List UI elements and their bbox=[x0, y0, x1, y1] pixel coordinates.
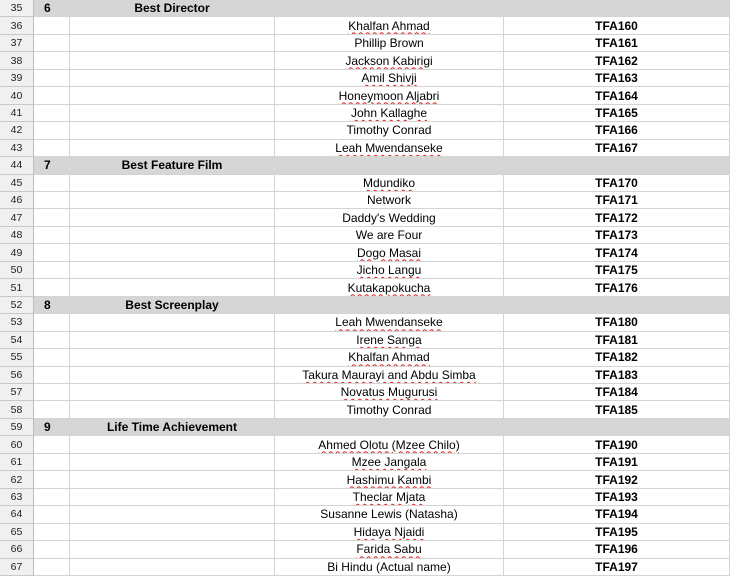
cell-code[interactable]: TFA164 bbox=[504, 87, 730, 104]
table-row bbox=[0, 314, 730, 331]
nominee-name: Irene Sanga bbox=[356, 332, 422, 347]
table-row bbox=[0, 175, 730, 192]
cell-nominee[interactable] bbox=[275, 314, 504, 331]
row-number-header[interactable]: 44 bbox=[0, 157, 34, 174]
cell-column-b[interactable] bbox=[70, 157, 275, 174]
row-number-header[interactable]: 62 bbox=[0, 471, 34, 488]
cell-code[interactable]: TFA166 bbox=[504, 122, 730, 139]
cell-nominee[interactable] bbox=[275, 436, 504, 453]
cell-column-b[interactable] bbox=[70, 140, 275, 157]
row-number-header[interactable]: 35 bbox=[0, 0, 34, 17]
cell-column-a[interactable] bbox=[34, 349, 70, 366]
table-row bbox=[0, 332, 730, 349]
cell-column-a[interactable] bbox=[34, 436, 70, 453]
row-number-header[interactable]: 64 bbox=[0, 506, 34, 523]
nominee-name: John Kallaghe bbox=[350, 105, 428, 120]
cell-code[interactable]: TFA171 bbox=[504, 192, 730, 209]
table-row bbox=[0, 471, 730, 488]
cell-nominee[interactable] bbox=[275, 262, 504, 279]
cell-nominee[interactable] bbox=[275, 419, 504, 436]
nominee-name: Jicho Langu bbox=[356, 263, 422, 278]
cell-nominee[interactable] bbox=[275, 332, 504, 349]
row-number-header[interactable]: 50 bbox=[0, 262, 34, 279]
category-row bbox=[0, 419, 730, 436]
cell-code[interactable]: TFA192 bbox=[504, 471, 730, 488]
cell-code[interactable]: TFA176 bbox=[504, 279, 730, 296]
cell-column-a[interactable] bbox=[34, 35, 70, 52]
cell-column-a[interactable] bbox=[34, 367, 70, 384]
cell-nominee[interactable] bbox=[275, 87, 504, 104]
table-row bbox=[0, 52, 730, 69]
table-row bbox=[0, 384, 730, 401]
nominee-name: Phillip Brown bbox=[354, 36, 424, 51]
row-number-header[interactable]: 58 bbox=[0, 401, 34, 418]
cell-nominee[interactable] bbox=[275, 105, 504, 122]
nominee-name: Susanne Lewis (Natasha) bbox=[320, 507, 458, 522]
row-number-header[interactable]: 65 bbox=[0, 524, 34, 541]
cell-column-a[interactable]: 9 bbox=[34, 419, 70, 436]
cell-column-a[interactable] bbox=[34, 262, 70, 279]
table-row bbox=[0, 17, 730, 34]
cell-code[interactable]: TFA165 bbox=[504, 105, 730, 122]
table-row bbox=[0, 559, 730, 576]
row-number-header[interactable]: 40 bbox=[0, 87, 34, 104]
cell-column-b[interactable] bbox=[70, 35, 275, 52]
cell-column-b[interactable] bbox=[70, 192, 275, 209]
nominee-name: Hashimu Kambi bbox=[346, 472, 432, 487]
cell-column-b[interactable] bbox=[70, 506, 275, 523]
nominee-name: Amil Shivji bbox=[361, 71, 417, 86]
cell-code[interactable]: TFA190 bbox=[504, 436, 730, 453]
cell-nominee[interactable] bbox=[275, 17, 504, 34]
cell-column-a[interactable]: 6 bbox=[34, 0, 70, 17]
cell-nominee[interactable] bbox=[275, 471, 504, 488]
cell-code[interactable]: TFA180 bbox=[504, 314, 730, 331]
cell-column-b[interactable] bbox=[70, 175, 275, 192]
cell-nominee[interactable] bbox=[275, 297, 504, 314]
row-number-header[interactable]: 52 bbox=[0, 297, 34, 314]
cell-code[interactable]: TFA170 bbox=[504, 175, 730, 192]
cell-column-b[interactable] bbox=[70, 419, 275, 436]
cell-column-b[interactable] bbox=[70, 436, 275, 453]
table-row bbox=[0, 279, 730, 296]
cell-column-a[interactable] bbox=[34, 87, 70, 104]
cell-code[interactable]: TFA193 bbox=[504, 489, 730, 506]
cell-column-b[interactable] bbox=[70, 262, 275, 279]
nominee-name: Honeymoon Aljabri bbox=[338, 88, 440, 103]
cell-column-a[interactable] bbox=[34, 17, 70, 34]
category-title: Life Time Achievement bbox=[106, 420, 238, 435]
table-row bbox=[0, 227, 730, 244]
table-row bbox=[0, 35, 730, 52]
cell-code[interactable] bbox=[504, 419, 730, 436]
row-number-header[interactable]: 51 bbox=[0, 279, 34, 296]
cell-code[interactable]: TFA196 bbox=[504, 541, 730, 558]
cell-nominee[interactable] bbox=[275, 541, 504, 558]
row-number-header[interactable]: 47 bbox=[0, 209, 34, 226]
cell-nominee[interactable] bbox=[275, 192, 504, 209]
cell-nominee[interactable] bbox=[275, 227, 504, 244]
cell-column-a[interactable] bbox=[34, 454, 70, 471]
cell-code[interactable]: TFA174 bbox=[504, 244, 730, 261]
row-number-header[interactable]: 61 bbox=[0, 454, 34, 471]
nominee-name: Novatus Mugurusi bbox=[340, 385, 438, 400]
table-row bbox=[0, 87, 730, 104]
category-title: Best Feature Film bbox=[121, 158, 223, 173]
cell-column-a[interactable] bbox=[34, 175, 70, 192]
category-title: Best Screenplay bbox=[125, 297, 219, 312]
cell-code[interactable]: TFA167 bbox=[504, 140, 730, 157]
cell-column-a[interactable] bbox=[34, 279, 70, 296]
table-row bbox=[0, 349, 730, 366]
cell-code[interactable]: TFA197 bbox=[504, 559, 730, 576]
cell-column-b[interactable] bbox=[70, 87, 275, 104]
cell-code[interactable] bbox=[504, 157, 730, 174]
cell-column-a[interactable] bbox=[34, 524, 70, 541]
cell-column-b[interactable] bbox=[70, 314, 275, 331]
cell-column-a[interactable] bbox=[34, 52, 70, 69]
cell-column-b[interactable] bbox=[70, 52, 275, 69]
cell-nominee[interactable] bbox=[275, 157, 504, 174]
cell-code[interactable]: TFA194 bbox=[504, 506, 730, 523]
cell-code[interactable]: TFA191 bbox=[504, 454, 730, 471]
cell-column-a[interactable] bbox=[34, 140, 70, 157]
cell-code[interactable] bbox=[504, 297, 730, 314]
cell-column-b[interactable] bbox=[70, 279, 275, 296]
cell-nominee[interactable] bbox=[275, 279, 504, 296]
cell-nominee[interactable] bbox=[275, 35, 504, 52]
cell-column-b[interactable] bbox=[70, 209, 275, 226]
category-title: Best Director bbox=[134, 1, 210, 16]
nominee-name: Daddy's Wedding bbox=[342, 210, 436, 225]
nominee-name: Ahmed Olotu (Mzee Chilo) bbox=[318, 437, 460, 452]
cell-column-b[interactable] bbox=[70, 244, 275, 261]
cell-column-a[interactable]: 7 bbox=[34, 157, 70, 174]
row-number-header[interactable]: 41 bbox=[0, 105, 34, 122]
nominee-name: Leah Mwendanseke bbox=[335, 140, 443, 155]
row-number-header[interactable]: 63 bbox=[0, 489, 34, 506]
table-row bbox=[0, 122, 730, 139]
cell-code[interactable]: TFA173 bbox=[504, 227, 730, 244]
table-row bbox=[0, 436, 730, 453]
table-row bbox=[0, 524, 730, 541]
cell-nominee[interactable] bbox=[275, 349, 504, 366]
row-number-header[interactable]: 49 bbox=[0, 244, 34, 261]
row-number-header[interactable]: 46 bbox=[0, 192, 34, 209]
row-number-header[interactable]: 48 bbox=[0, 227, 34, 244]
table-row bbox=[0, 244, 730, 261]
nominee-name: Mdundiko bbox=[362, 175, 416, 190]
table-row bbox=[0, 105, 730, 122]
cell-column-b[interactable] bbox=[70, 0, 275, 17]
cell-column-b[interactable] bbox=[70, 559, 275, 576]
table-row bbox=[0, 70, 730, 87]
cell-code[interactable]: TFA162 bbox=[504, 52, 730, 69]
cell-column-b[interactable] bbox=[70, 541, 275, 558]
cell-column-a[interactable] bbox=[34, 506, 70, 523]
cell-code[interactable]: TFA184 bbox=[504, 384, 730, 401]
cell-nominee[interactable] bbox=[275, 244, 504, 261]
nominee-name: Mzee Jangala bbox=[351, 455, 427, 470]
cell-nominee[interactable] bbox=[275, 524, 504, 541]
cell-column-a[interactable] bbox=[34, 489, 70, 506]
cell-nominee[interactable] bbox=[275, 175, 504, 192]
cell-code[interactable]: TFA181 bbox=[504, 332, 730, 349]
nominee-name: Timothy Conrad bbox=[346, 123, 432, 138]
row-number-header[interactable]: 42 bbox=[0, 122, 34, 139]
cell-column-b[interactable] bbox=[70, 122, 275, 139]
cell-column-b[interactable] bbox=[70, 349, 275, 366]
row-number-header[interactable]: 37 bbox=[0, 35, 34, 52]
cell-code[interactable]: TFA183 bbox=[504, 367, 730, 384]
cell-column-a[interactable] bbox=[34, 401, 70, 418]
cell-nominee[interactable] bbox=[275, 70, 504, 87]
nominee-name: Theclar Mjata bbox=[352, 489, 426, 504]
cell-column-a[interactable] bbox=[34, 209, 70, 226]
cell-nominee[interactable] bbox=[275, 52, 504, 69]
cell-column-a[interactable] bbox=[34, 192, 70, 209]
cell-column-a[interactable] bbox=[34, 122, 70, 139]
row-number-header[interactable]: 59 bbox=[0, 419, 34, 436]
category-row bbox=[0, 157, 730, 174]
cell-code[interactable]: TFA161 bbox=[504, 35, 730, 52]
nominee-name: Kutakapokucha bbox=[347, 280, 431, 295]
nominee-name: Bi Hindu (Actual name) bbox=[327, 559, 451, 574]
cell-column-a[interactable] bbox=[34, 70, 70, 87]
table-row bbox=[0, 506, 730, 523]
cell-column-a[interactable] bbox=[34, 105, 70, 122]
cell-nominee[interactable] bbox=[275, 506, 504, 523]
row-number-header[interactable]: 43 bbox=[0, 140, 34, 157]
cell-column-b[interactable] bbox=[70, 297, 275, 314]
cell-column-b[interactable] bbox=[70, 489, 275, 506]
cell-code[interactable]: TFA175 bbox=[504, 262, 730, 279]
cell-column-b[interactable] bbox=[70, 471, 275, 488]
nominee-name: Takura Maurayi and Abdu Simba bbox=[302, 367, 476, 382]
cell-nominee[interactable] bbox=[275, 122, 504, 139]
nominee-name: Leah Mwendanseke bbox=[335, 315, 443, 330]
table-row bbox=[0, 454, 730, 471]
table-row bbox=[0, 209, 730, 226]
table-row bbox=[0, 192, 730, 209]
cell-code[interactable]: TFA182 bbox=[504, 349, 730, 366]
nominee-name: Timothy Conrad bbox=[346, 402, 432, 417]
cell-code[interactable]: TFA160 bbox=[504, 17, 730, 34]
cell-column-a[interactable] bbox=[34, 559, 70, 576]
nominee-name: Jackson Kabirigi bbox=[345, 53, 433, 68]
cell-column-b[interactable] bbox=[70, 454, 275, 471]
cell-column-a[interactable] bbox=[34, 384, 70, 401]
cell-nominee[interactable] bbox=[275, 384, 504, 401]
row-number-header[interactable]: 45 bbox=[0, 175, 34, 192]
cell-column-b[interactable] bbox=[70, 70, 275, 87]
cell-column-a[interactable] bbox=[34, 244, 70, 261]
row-number-header[interactable]: 60 bbox=[0, 436, 34, 453]
nominee-name: Khalfan Ahmad bbox=[348, 350, 430, 365]
table-row bbox=[0, 140, 730, 157]
row-number-header[interactable]: 39 bbox=[0, 70, 34, 87]
row-number-header[interactable]: 36 bbox=[0, 17, 34, 34]
cell-code[interactable]: TFA195 bbox=[504, 524, 730, 541]
nominee-name: Khalfan Ahmad bbox=[348, 18, 430, 33]
row-number-header[interactable]: 38 bbox=[0, 52, 34, 69]
cell-column-a[interactable] bbox=[34, 314, 70, 331]
nominee-name: Dogo Masai bbox=[356, 245, 422, 260]
cell-nominee[interactable] bbox=[275, 367, 504, 384]
cell-nominee[interactable] bbox=[275, 489, 504, 506]
cell-nominee[interactable] bbox=[275, 559, 504, 576]
cell-code[interactable] bbox=[504, 0, 730, 17]
row-number-header[interactable]: 55 bbox=[0, 349, 34, 366]
cell-code[interactable]: TFA185 bbox=[504, 401, 730, 418]
cell-column-a[interactable] bbox=[34, 332, 70, 349]
row-number-header[interactable]: 56 bbox=[0, 367, 34, 384]
row-number-header[interactable]: 66 bbox=[0, 541, 34, 558]
cell-nominee[interactable] bbox=[275, 0, 504, 17]
cell-column-b[interactable] bbox=[70, 105, 275, 122]
cell-column-b[interactable] bbox=[70, 332, 275, 349]
cell-nominee[interactable] bbox=[275, 140, 504, 157]
table-row bbox=[0, 401, 730, 418]
nominee-name: We are Four bbox=[355, 228, 423, 243]
cell-column-b[interactable] bbox=[70, 17, 275, 34]
category-row bbox=[0, 0, 730, 17]
cell-column-b[interactable] bbox=[70, 227, 275, 244]
cell-column-a[interactable] bbox=[34, 227, 70, 244]
row-number-header[interactable]: 57 bbox=[0, 384, 34, 401]
table-row bbox=[0, 541, 730, 558]
cell-nominee[interactable] bbox=[275, 401, 504, 418]
cell-column-a[interactable] bbox=[34, 541, 70, 558]
cell-code[interactable]: TFA172 bbox=[504, 209, 730, 226]
category-row bbox=[0, 297, 730, 314]
cell-column-b[interactable] bbox=[70, 401, 275, 418]
row-number-header[interactable]: 67 bbox=[0, 559, 34, 576]
table-row bbox=[0, 262, 730, 279]
nominee-name: Farida Sabu bbox=[356, 542, 422, 557]
cell-nominee[interactable] bbox=[275, 209, 504, 226]
table-row bbox=[0, 489, 730, 506]
nominee-name: Network bbox=[366, 193, 411, 208]
cell-code[interactable]: TFA163 bbox=[504, 70, 730, 87]
nominee-name: Hidaya Njaidi bbox=[353, 524, 425, 539]
cell-column-b[interactable] bbox=[70, 367, 275, 384]
cell-column-b[interactable] bbox=[70, 384, 275, 401]
row-number-header[interactable]: 54 bbox=[0, 332, 34, 349]
cell-column-b[interactable] bbox=[70, 524, 275, 541]
cell-column-a[interactable]: 8 bbox=[34, 297, 70, 314]
table-row bbox=[0, 367, 730, 384]
row-number-header[interactable]: 53 bbox=[0, 314, 34, 331]
cell-nominee[interactable] bbox=[275, 454, 504, 471]
cell-column-a[interactable] bbox=[34, 471, 70, 488]
